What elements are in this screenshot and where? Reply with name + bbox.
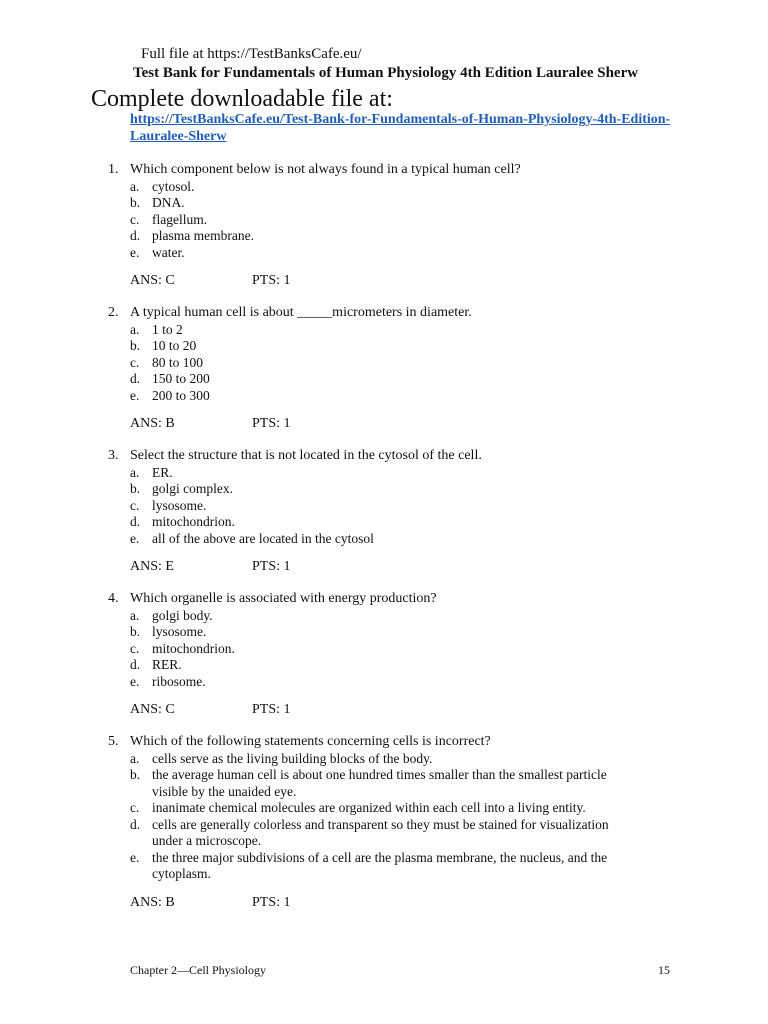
question-text: A typical human cell is about _____micrometers in diameter.	[130, 305, 472, 320]
question-text: Select the structure that is not located in the cytosol of the cell.	[130, 448, 482, 463]
option: b. 10 to 20	[130, 338, 197, 353]
option: e. water.	[130, 244, 185, 260]
option: c. flagellum.	[130, 211, 208, 227]
option: d. cells are generally colorless and transparent so they must be stained for visualization under a microscope.	[130, 816, 609, 848]
header-full-file: Full file at https://TestBanksCafe.eu/	[141, 46, 362, 62]
footer-chapter: Chapter 2—Cell Physiology	[130, 963, 266, 977]
points: PTS: 1	[252, 273, 291, 288]
download-link[interactable]: https://TestBanksCafe.eu/Test-Bank-for-Fundamentals-of-Human-Physiology-4th-Edition-Lauralee-Sherw	[130, 112, 671, 144]
question-number: 1.	[108, 162, 119, 177]
question-2	[108, 305, 688, 433]
question-text: Which of the following statements concerning cells is incorrect?	[130, 734, 491, 749]
option: b. lysosome.	[130, 624, 207, 639]
option: d. RER.	[130, 657, 182, 672]
option: b. golgi complex.	[130, 481, 233, 496]
option: c. mitochondrion.	[130, 640, 235, 656]
option: d. mitochondrion.	[130, 514, 235, 529]
answer-line	[130, 702, 688, 719]
question-1	[108, 162, 688, 290]
option: d. 150 to 200	[130, 371, 210, 386]
option: b. the average human cell is about one hundred times smaller than the smallest particle visible by the unaided eye.	[130, 767, 607, 799]
answer: ANS: B	[130, 894, 175, 910]
question-4	[108, 591, 688, 719]
header-complete: Complete downloadable file at:	[91, 86, 393, 112]
header-title: Test Bank for Fundamentals of Human Physiology 4th Edition Lauralee Sherw	[133, 65, 639, 81]
question-number: 5.	[108, 734, 119, 749]
answer: ANS: B	[130, 416, 175, 431]
answer-line	[130, 895, 688, 912]
option: c. inanimate chemical molecules are organized within each cell into a living entity.	[130, 800, 586, 815]
question-text: Which organelle is associated with energy production?	[130, 591, 437, 606]
option: a. cytosol.	[130, 178, 195, 194]
footer-page-number: 15	[658, 963, 670, 977]
question-text: Which component below is not always found in a typical human cell?	[130, 162, 521, 177]
option: c. lysosome.	[130, 497, 207, 513]
points: PTS: 1	[252, 416, 291, 431]
option: e. 200 to 300	[130, 387, 210, 403]
question-number: 2.	[108, 305, 119, 320]
answer: ANS: E	[130, 559, 174, 574]
answer-line	[130, 559, 688, 576]
question-5	[108, 734, 688, 911]
option: d. plasma membrane.	[130, 228, 254, 243]
points: PTS: 1	[252, 702, 291, 717]
option: a. cells serve as the living building blocks of the body.	[130, 750, 433, 766]
answer: ANS: C	[130, 702, 175, 717]
question-3	[108, 448, 688, 576]
question-number: 4.	[108, 591, 119, 606]
option: b. DNA.	[130, 195, 185, 210]
option: a. ER.	[130, 464, 173, 480]
option: c. 80 to 100	[130, 354, 204, 370]
option: e. ribosome.	[130, 673, 206, 689]
question-number: 3.	[108, 448, 119, 463]
answer-line	[130, 273, 688, 290]
answer: ANS: C	[130, 273, 175, 288]
option: e. the three major subdivisions of a cell are the plasma membrane, the nucleus, and the cytoplasm.	[130, 849, 608, 881]
option: a. 1 to 2	[130, 321, 183, 337]
points: PTS: 1	[252, 559, 291, 574]
option: a. golgi body.	[130, 607, 213, 623]
points: PTS: 1	[252, 894, 291, 910]
answer-line	[130, 416, 688, 433]
option: e. all of the above are located in the cytosol	[130, 530, 374, 546]
